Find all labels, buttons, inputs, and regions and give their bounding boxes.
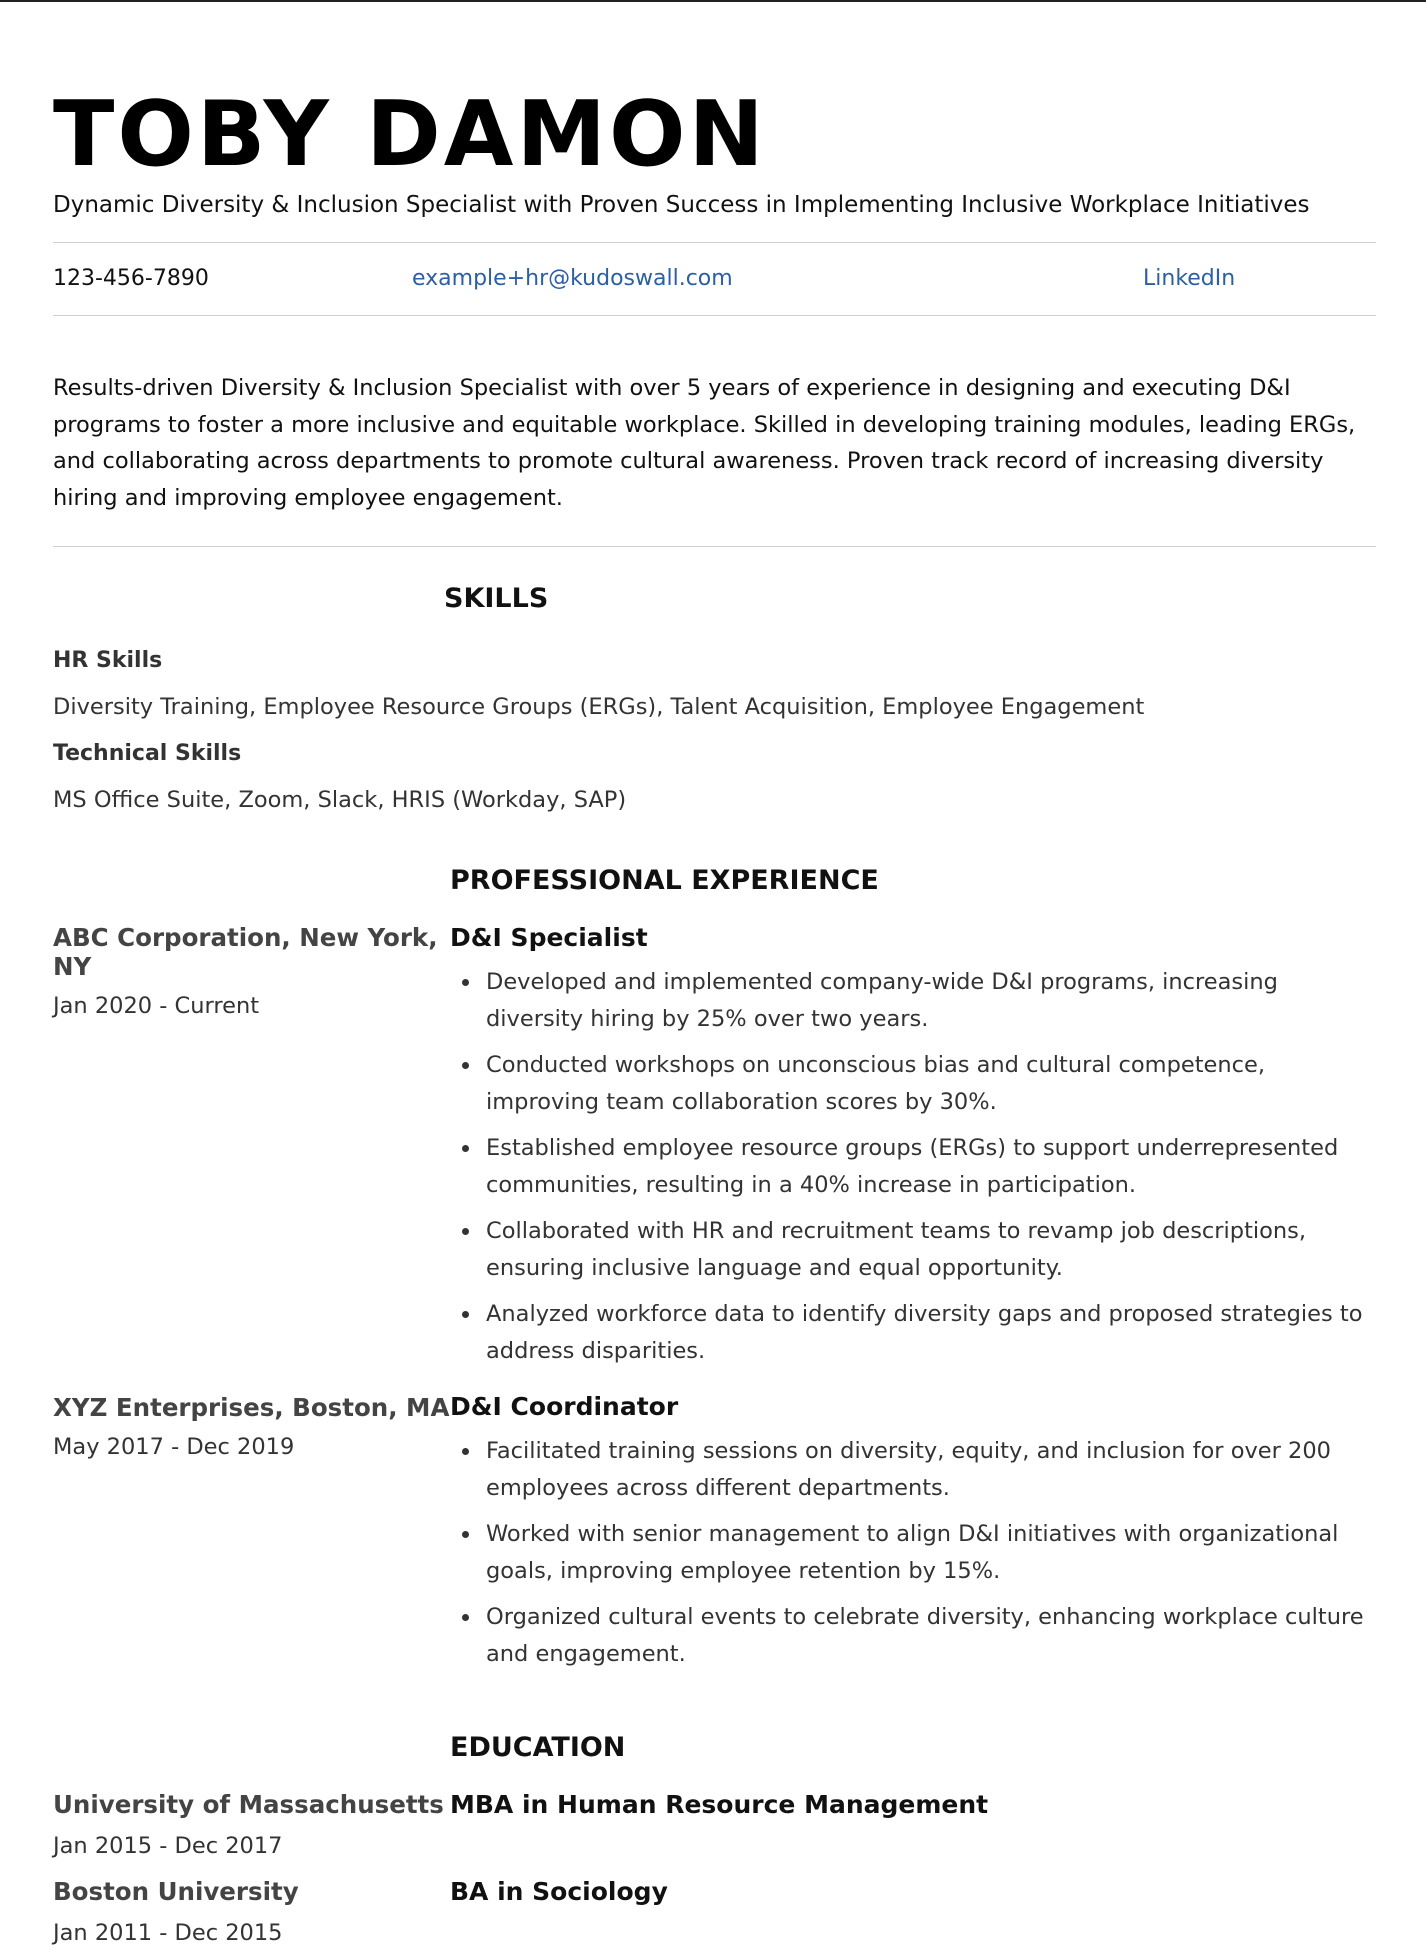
job-dates: Jan 2020 - Current <box>53 993 260 1019</box>
job-bullets <box>450 1433 1376 1672</box>
bullet-dot <box>462 1614 469 1621</box>
school-name: University of Massachusetts <box>53 1790 444 1819</box>
phone-number: 123-456-7890 <box>53 266 209 291</box>
bullet-text: Established employee resource groups (ERGs) to support underrepresented communities, resulting in a 40% increase in participation. <box>486 1135 1339 1198</box>
bullet-text: Collaborated with HR and recruitment teams to revamp job descriptions, ensuring inclusive language and equal opportunity. <box>486 1218 1307 1281</box>
degree-name: BA in Sociology <box>450 1877 668 1906</box>
job-meta <box>53 923 443 1022</box>
bullet-dot <box>462 1448 469 1455</box>
school-name: Boston University <box>53 1877 299 1906</box>
bullet-text: Developed and implemented company-wide D&I programs, increasing diversity hiring by 25% over two years. <box>486 969 1278 1032</box>
bullet-item <box>450 1433 1376 1506</box>
job-bullets <box>450 964 1376 1369</box>
company-location: ABC Corporation, New York, NY <box>53 923 438 981</box>
job-details <box>450 922 1376 1369</box>
skill-category-title: HR Skills <box>53 648 163 673</box>
education-dates: Jan 2011 - Dec 2015 <box>53 1920 283 1946</box>
linkedin-link[interactable]: LinkedIn <box>1143 266 1236 291</box>
bullet-item <box>450 1599 1376 1672</box>
bullet-dot <box>462 1145 469 1152</box>
degree-name: MBA in Human Resource Management <box>450 1790 989 1819</box>
skill-category-title: Technical Skills <box>53 741 242 766</box>
bullet-text: Conducted workshops on unconscious bias and cultural competence, improving team collaboration scores by 30%. <box>486 1052 1265 1115</box>
tagline: Dynamic Diversity & Inclusion Specialist with Proven Success in Implementing Inclusive Workplace Initiatives <box>53 192 1310 218</box>
skills-heading: SKILLS <box>444 583 549 614</box>
divider <box>53 315 1376 316</box>
job-title: D&I Specialist <box>450 923 648 952</box>
job-title: D&I Coordinator <box>450 1392 679 1421</box>
company-location: XYZ Enterprises, Boston, MA <box>53 1393 450 1422</box>
candidate-name: TOBY DAMON <box>53 82 767 187</box>
bullet-text: Organized cultural events to celebrate diversity, enhancing workplace culture and engagement. <box>486 1604 1364 1667</box>
divider <box>53 546 1376 547</box>
education-meta <box>53 1790 443 1862</box>
bullet-text: Worked with senior management to align D&I initiatives with organizational goals, improving employee retention by 15%. <box>486 1521 1339 1584</box>
divider <box>53 242 1376 243</box>
email-link[interactable]: example+hr@kudoswall.com <box>412 266 733 291</box>
skill-list: Diversity Training, Employee Resource Groups (ERGs), Talent Acquisition, Employee Engagement <box>53 694 1145 720</box>
bullet-text: Analyzed workforce data to identify diversity gaps and proposed strategies to address disparities. <box>486 1301 1363 1364</box>
education-meta <box>53 1877 443 1949</box>
bullet-item <box>450 1516 1376 1589</box>
summary-paragraph: Results-driven Diversity & Inclusion Specialist with over 5 years of experience in designing and executing D&I programs to foster a more inclusive and equitable workplace. Skilled in developing training modules, leading ERGs, and collaborating across departments to promote cultural awareness. Proven track record of increasing diversity hiring and improving employee engagement. <box>53 375 1356 511</box>
bullet-item <box>450 1130 1376 1203</box>
bullet-item <box>450 1213 1376 1286</box>
bullet-dot <box>462 1228 469 1235</box>
bullet-item <box>450 1047 1376 1120</box>
bullet-item <box>450 1296 1376 1369</box>
bullet-dot <box>462 1311 469 1318</box>
education-dates: Jan 2015 - Dec 2017 <box>53 1833 283 1859</box>
job-meta <box>53 1393 450 1463</box>
education-heading: EDUCATION <box>450 1732 626 1763</box>
education-details <box>450 1876 1376 1908</box>
skill-list: MS Office Suite, Zoom, Slack, HRIS (Workday, SAP) <box>53 787 627 813</box>
experience-heading: PROFESSIONAL EXPERIENCE <box>450 865 879 896</box>
top-border <box>0 0 1426 2</box>
bullet-text: Facilitated training sessions on diversity, equity, and inclusion for over 200 employees across different departments. <box>486 1438 1331 1501</box>
education-details <box>450 1789 1376 1821</box>
bullet-dot <box>462 1062 469 1069</box>
job-dates: May 2017 - Dec 2019 <box>53 1434 295 1460</box>
bullet-dot <box>462 1531 469 1538</box>
job-details <box>450 1391 1376 1672</box>
bullet-item <box>450 964 1376 1037</box>
bullet-dot <box>462 979 469 986</box>
